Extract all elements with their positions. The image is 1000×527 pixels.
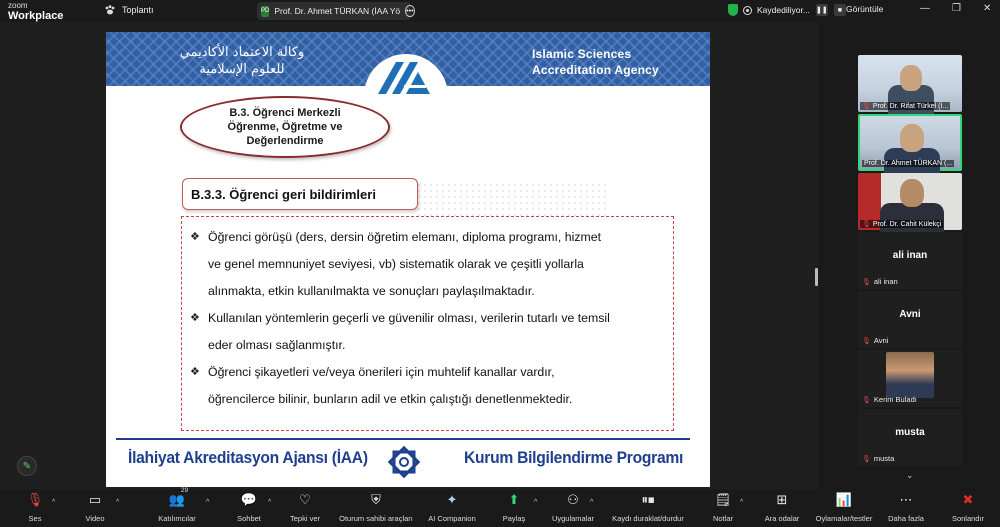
diamond-bullet-icon: ❖	[190, 366, 200, 378]
notes-button[interactable]	[710, 489, 736, 527]
header-arabic-line2: للعلوم الإسلامية	[199, 62, 285, 77]
view-label: Görüntüle	[846, 4, 884, 14]
bullet-item	[190, 305, 663, 359]
mic-muted-icon: 🎙	[862, 337, 871, 345]
close-icon: ✖	[962, 492, 974, 507]
participant-name: Prof. Dr. Rifat Türkel (İ...	[872, 102, 949, 110]
content-box	[181, 216, 674, 431]
zoom-logo	[8, 1, 63, 22]
speaker-name: Prof. Dr. Ahmet TÜRKAN (İAA Yö	[274, 6, 401, 16]
iaa-logo-icon	[374, 58, 438, 94]
avatar	[900, 65, 922, 91]
mic-muted-icon: 🎙	[26, 492, 44, 507]
header-english	[532, 46, 659, 78]
participant-name-tag	[862, 454, 894, 463]
audio-tile[interactable]	[858, 350, 962, 407]
more-button[interactable]	[886, 489, 926, 527]
panel-resize-handle[interactable]	[815, 268, 818, 286]
stop-icon[interactable]: ■	[834, 4, 846, 16]
view-button[interactable]	[846, 4, 883, 14]
bullet-line: Öğrenci görüşü (ders, dersin öğretim elemanı, diploma programı, hizmet	[208, 230, 601, 244]
speaker-initials: PD	[261, 6, 269, 17]
chevron-down-icon[interactable]: ⌄	[906, 470, 914, 480]
bullet-line: ve genel memnuniyet seviyesi, vb) sistematik olarak ve çeşitli yollarla	[208, 257, 584, 271]
notes-icon: 🗒	[714, 492, 732, 507]
end-meeting-button[interactable]	[948, 489, 988, 527]
breakout-label: Ara odalar	[764, 514, 800, 523]
react-button[interactable]	[288, 489, 322, 527]
shared-screen-stage	[0, 22, 818, 489]
mic-muted-icon: 🎙	[862, 278, 871, 286]
audio-tile[interactable]	[858, 409, 962, 466]
participant-name: Prof. Dr. Cahit Külekçi	[872, 220, 942, 228]
apps-button[interactable]	[550, 489, 596, 527]
video-tile-active-speaker[interactable]	[858, 114, 962, 171]
chevron-up-icon[interactable]: ^	[590, 499, 594, 506]
recording-label: Kaydediliyor...	[757, 5, 810, 15]
header-english-line2: Accreditation Agency	[532, 63, 659, 77]
audio-tile[interactable]	[858, 232, 962, 289]
audio-tile[interactable]	[858, 291, 962, 348]
bullet-line: Öğrenci şikayetleri ve/veya önerileri için muhtelif kanallar vardır,	[208, 365, 555, 379]
participant-name-tag	[862, 395, 917, 404]
chevron-up-icon[interactable]: ^	[268, 499, 272, 506]
participant-display-name: Avni	[899, 309, 921, 320]
bullet-item	[190, 224, 663, 305]
minimize-icon[interactable]: —	[920, 3, 930, 14]
slide-subtitle: B.3.3. Öğrenci geri bildirimleri	[182, 178, 418, 210]
chevron-up-icon[interactable]: ^	[116, 499, 120, 506]
polls-button[interactable]	[812, 489, 876, 527]
end-label: Sonlandır	[951, 514, 985, 523]
title-bar	[0, 0, 1000, 22]
recording-status	[728, 4, 846, 16]
participant-name-tag	[862, 336, 888, 345]
camera-icon: ▭	[88, 492, 102, 507]
share-screen-icon: ⬆	[508, 492, 520, 507]
footer-left: İlahiyat Akreditasyon Ajansı (İAA)	[128, 448, 368, 467]
chevron-up-icon[interactable]: ^	[740, 499, 744, 506]
react-label: Tepki ver	[289, 514, 320, 523]
brand-bottom: Workplace	[8, 10, 64, 22]
avatar-body	[880, 203, 944, 233]
presentation-slide	[106, 32, 710, 487]
oval-line2: Öğrenme, Öğretme ve	[227, 121, 343, 133]
diamond-bullet-icon: ❖	[190, 231, 200, 243]
video-button[interactable]	[80, 489, 110, 527]
participant-name-tag	[860, 220, 943, 228]
diamond-bullet-icon: ❖	[190, 312, 200, 324]
chevron-up-icon[interactable]: ^	[206, 499, 210, 506]
share-button[interactable]	[500, 489, 528, 527]
video-tile[interactable]	[858, 173, 962, 230]
star-emblem-icon	[386, 444, 422, 480]
more-label: Daha fazla	[888, 514, 924, 523]
host-tools-button[interactable]	[336, 489, 416, 527]
dot-texture	[416, 182, 606, 216]
apps-label: Uygulamalar	[551, 514, 595, 523]
record-label: Kaydı duraklat/durdur	[612, 514, 684, 523]
heart-icon: ♡	[299, 492, 311, 507]
footer-right: Kurum Bilgilendirme Programı	[464, 448, 684, 467]
restore-icon[interactable]: ❐	[952, 3, 961, 14]
host-tools-label: Oturum sahibi araçları	[339, 514, 413, 523]
paw-icon	[104, 4, 116, 16]
header-arabic	[162, 44, 322, 78]
pause-stop-icon: ⏸⏹	[641, 492, 655, 507]
header-english-line1: Islamic Sciences	[532, 47, 632, 61]
bullet-line: eder olması sağlanmıştır.	[208, 338, 346, 352]
shield-icon	[728, 4, 738, 16]
participants-count: 29	[180, 487, 189, 494]
more-icon: ⋯	[899, 492, 913, 507]
share-label: Paylaş	[502, 514, 526, 523]
video-tile[interactable]	[858, 55, 962, 112]
participant-name-tag	[862, 277, 898, 286]
active-speaker-pill[interactable]	[257, 2, 414, 20]
participant-display-name: musta	[895, 427, 925, 438]
section-oval	[180, 96, 390, 158]
apps-icon: ⚇	[567, 492, 579, 507]
mic-muted-icon: 🎙	[862, 455, 871, 463]
participant-name: ali inan	[873, 277, 898, 286]
bullet-line: Kullanılan yöntemlerin geçerli ve güvenilir olması, verilerin tutarlı ve temsil	[208, 311, 610, 325]
participant-display-name: ali inan	[892, 250, 928, 261]
ai-companion-button[interactable]	[424, 489, 480, 527]
participants-label: Katılımcılar	[158, 514, 196, 523]
pause-icon[interactable]: ❚❚	[816, 4, 828, 16]
people-icon: 👥 29	[168, 487, 189, 507]
meeting-title: Toplantı	[122, 5, 154, 15]
notes-label: Notlar	[712, 514, 733, 523]
breakout-rooms-button[interactable]	[762, 489, 802, 527]
grid-icon: ⊞	[776, 492, 788, 507]
chat-button[interactable]	[234, 489, 264, 527]
ai-label: AI Companion	[428, 514, 476, 523]
mic-muted-icon: 🎙	[862, 396, 871, 404]
participant-name: Kerim Buladı	[873, 395, 917, 404]
avatar	[900, 124, 924, 152]
participants-button[interactable]	[154, 489, 200, 527]
brand-top: zoom	[8, 1, 28, 10]
mute-button[interactable]	[20, 489, 50, 527]
bar-chart-icon: 📊	[835, 492, 853, 507]
avatar	[886, 352, 934, 398]
meeting-info[interactable]	[104, 4, 154, 16]
chat-icon: 💬	[240, 492, 258, 507]
recording-dot-icon	[744, 7, 751, 14]
oval-line1: B.3. Öğrenci Merkezli	[229, 107, 341, 119]
mic-muted-icon: 🎙	[862, 103, 871, 110]
participant-name: Avni	[873, 336, 889, 345]
meeting-toolbar	[0, 489, 1000, 527]
shield-icon: ⛨	[371, 492, 381, 507]
participant-name: Prof. Dr. Ahmet TÜRKAN (...	[864, 160, 953, 167]
mute-label: Ses	[28, 514, 42, 523]
bullet-line: öğrencilerce bilinir, bunların adil ve etkin çalıştığı denetlenmektedir.	[208, 392, 573, 406]
sparkle-icon: ✦	[446, 492, 458, 507]
polls-label: Oylamalar/testler	[815, 514, 873, 523]
video-label: Video	[85, 514, 105, 523]
record-control-button[interactable]	[606, 489, 690, 527]
header-arabic-line1: وكالة الاعتماد الأكاديمي	[179, 45, 305, 60]
annotate-pencil-icon[interactable]: ✎	[17, 456, 37, 476]
participant-name-tag	[860, 102, 950, 110]
footer-divider	[116, 438, 690, 440]
mic-muted-icon: 🎙	[862, 221, 871, 228]
participant-name: musta	[873, 454, 895, 463]
participant-name-tag	[862, 160, 954, 167]
oval-line3: Değerlendirme	[246, 135, 324, 147]
close-icon[interactable]: ✕	[982, 3, 992, 14]
window-controls	[920, 3, 991, 14]
more-options-icon[interactable]: •••	[405, 5, 414, 17]
bullet-item	[190, 359, 663, 413]
avatar	[900, 179, 924, 207]
chevron-up-icon[interactable]: ^	[52, 499, 56, 506]
chevron-up-icon[interactable]: ^	[534, 499, 538, 506]
bullet-line: alınmakta, etkin kullanılmakta ve sonuçları paylaşılmaktadır.	[208, 284, 535, 298]
chat-label: Sohbet	[237, 514, 261, 523]
